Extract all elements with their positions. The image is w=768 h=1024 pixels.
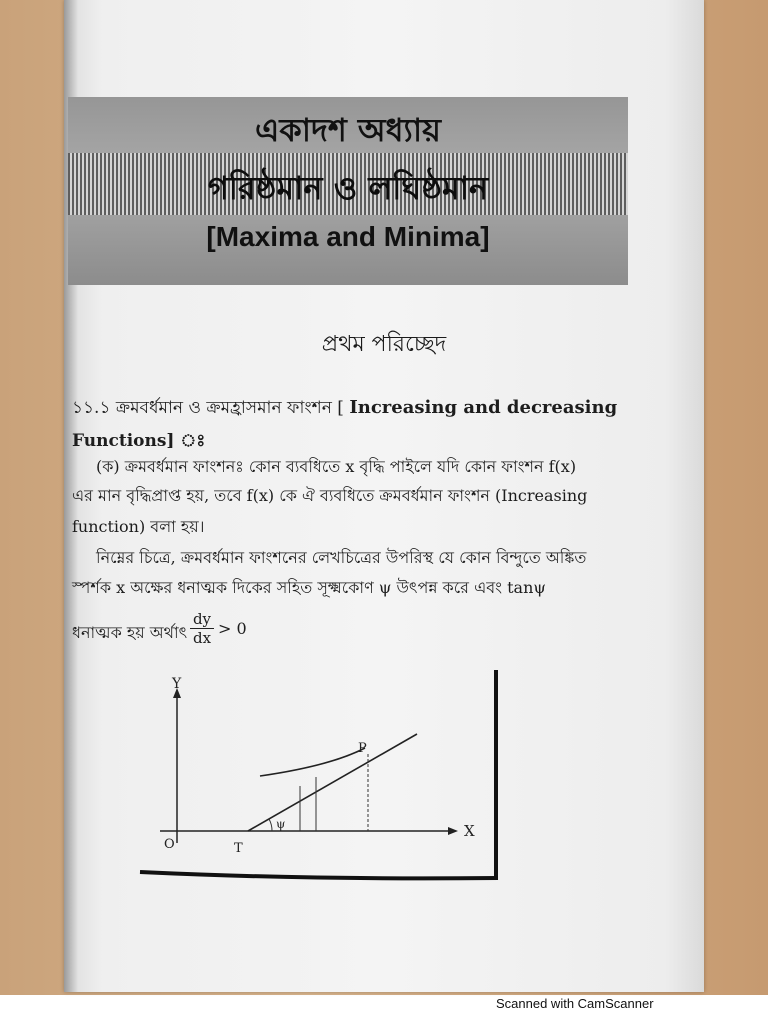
paragraph-line: ধনাত্মক হয় অর্থাৎ [72,623,188,642]
function-curve [260,748,365,776]
point-p-label: P [358,741,367,756]
fraction-numerator: dy [190,610,214,629]
paragraph-line: এর মান বৃদ্ধিপ্রাপ্ত হয়, তবে f(x) কে ঐ ব্যবধিতে ক্রমবর্ধমান ফাংশন (Increasing [72,486,588,505]
chapter-number: একাদশ অধ্যায় [255,111,441,149]
paragraph-line: function) বলা হয়। [72,517,205,536]
angle-arc [269,819,272,831]
fraction-denominator: dx [192,629,212,647]
origin-label: O [164,837,175,852]
tangent-line [248,734,417,831]
chapter-banner [68,97,628,285]
point-t-label: T [234,841,243,856]
derivative-fraction [190,610,214,647]
subsection-heading: ১১.১ ক্রমবর্ধমান ও ক্রমহ্রাসমান ফাংশন [ Increasing and decreasing [72,397,618,418]
paragraph-line: নিম্নের চিত্রে, ক্রমবর্ধমান ফাংশনের লেখচিত্রের উপরিস্থ যে কোন বিন্দুতে অঙ্কিত [96,548,587,567]
inequality: > 0 [218,619,247,638]
scanner-watermark: Scanned with CamScanner [496,996,654,1011]
x-axis-label: X [464,822,475,840]
x-axis-arrow [448,827,458,835]
increasing-function-diagram [130,668,510,883]
subsection-heading-continued: Functions] ঃ [72,431,206,451]
paragraph-line: স্পর্শক x অক্ষের ধনাত্মক দিকের সহিত সূক্ষ্মকোণ ψ উৎপন্ন করে এবং tanψ [72,578,546,597]
paragraph-line: (ক) ক্রমবর্ধমান ফাংশনঃ কোন ব্যবধিতে x বৃদ্ধি পাইলে যদি কোন ফাংশন f(x) [96,457,577,476]
figure-bottom-border [140,872,498,878]
angle-psi-label: ψ [276,817,286,831]
section-title: প্রথম পরিচ্ছেদ [321,332,447,357]
chapter-title-english: [Maxima and Minima] [206,221,490,252]
y-axis-label: Y [172,676,182,692]
chapter-title-bengali: গরিষ্ঠমান ও লঘিষ্ঠমান [207,169,489,207]
